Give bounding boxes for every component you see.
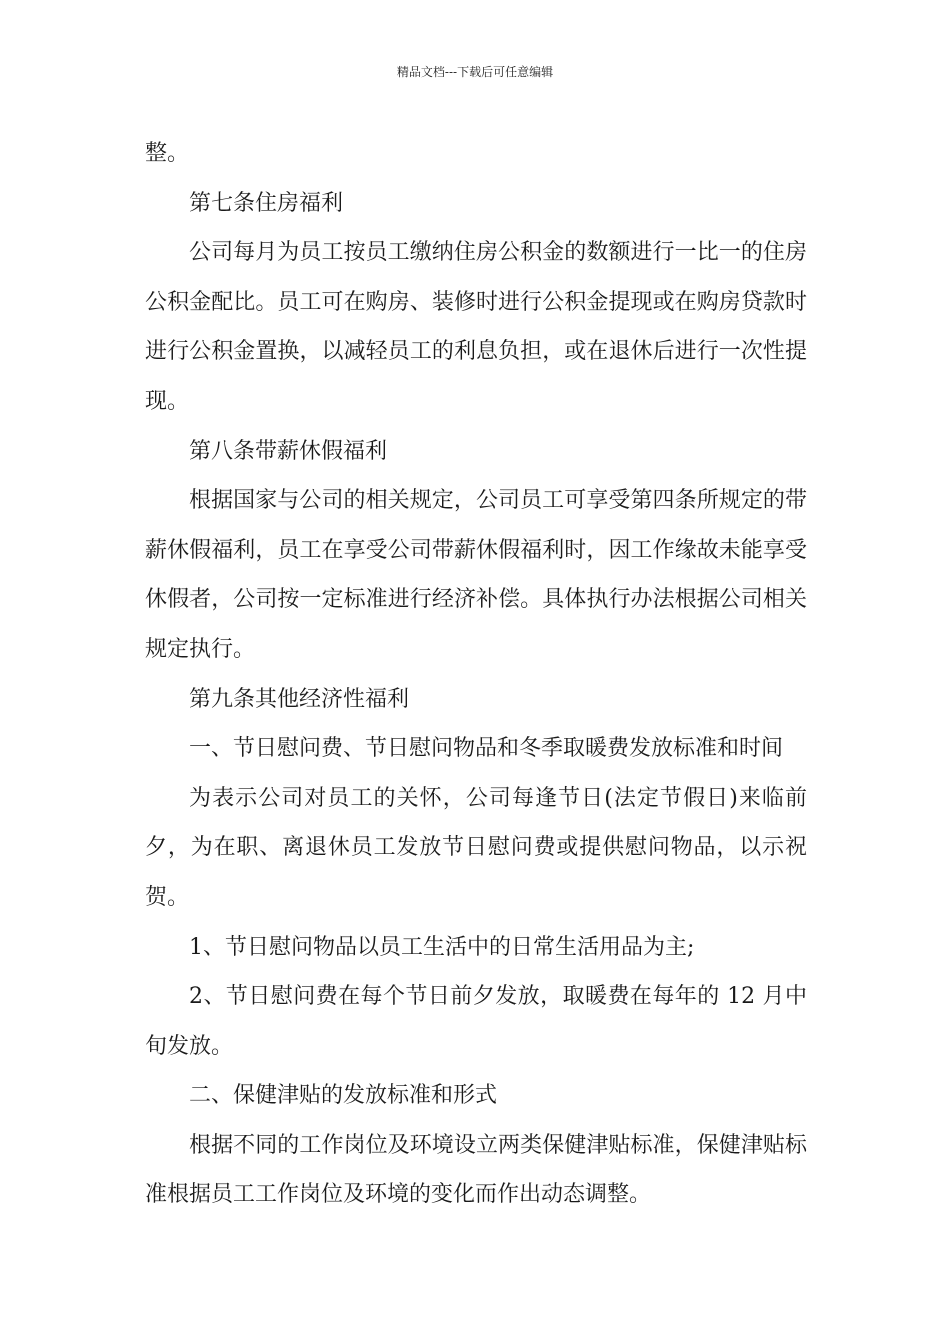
section-heading: 第八条带薪休假福利 xyxy=(189,438,388,464)
list-item: 2、节日慰问费在每个节日前夕发放，取暖费在每年的 12 月中旬发放。 xyxy=(145,984,807,1059)
paragraph: 公司每月为员工按员工缴纳住房公积金的数额进行一比一的住房公积金配比。员工可在购房、装修时进行公积金提现或在购房贷款时进行公积金置换，以减轻员工的利息负担，或在退休后进行一次性提现。 xyxy=(145,240,807,414)
paragraph: 根据不同的工作岗位及环境设立两类保健津贴标准，保健津贴标准根据员工工作岗位及环境的变化而作出动态调整。 xyxy=(145,1132,807,1208)
document-body xyxy=(145,129,807,1220)
paragraph: 为表示公司对员工的关怀，公司每逢节日(法定节假日)来临前夕，为在职、离退休员工发放节日慰问费或提供慰问物品，以示祝贺。 xyxy=(145,785,807,910)
subsection-heading: 二、保健津贴的发放标准和形式 xyxy=(189,1083,498,1109)
subsection-heading: 一、节日慰问费、节日慰问物品和冬季取暖费发放标准和时间 xyxy=(189,736,784,762)
section-heading: 第九条其他经济性福利 xyxy=(189,686,410,712)
paragraph: 整。 xyxy=(145,141,190,166)
paragraph: 根据国家与公司的相关规定，公司员工可享受第四条所规定的带薪休假福利，员工在享受公司带薪休假福利时，因工作缘故未能享受休假者，公司按一定标准进行经济补偿。具体执行办法根据公司相关规定执行。 xyxy=(145,488,807,662)
section-heading: 第七条住房福利 xyxy=(189,190,344,216)
page-header: 精品文档---下载后可任意编辑 xyxy=(396,65,554,79)
list-item: 1、节日慰问物品以员工生活中的日常生活用品为主; xyxy=(189,934,695,960)
